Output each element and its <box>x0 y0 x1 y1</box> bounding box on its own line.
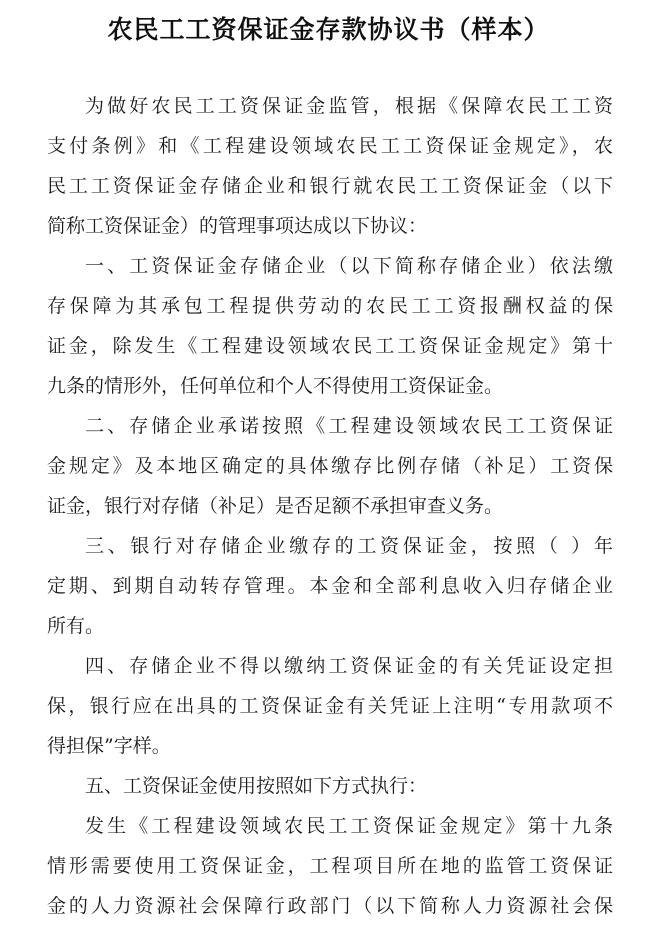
text-line: 证金，除发生《工程建设领域农民工工资保证金规定》第十 <box>47 335 613 357</box>
text-line: 支付条例》和《工程建设领域农民工工资保证金规定》，农 <box>47 135 613 157</box>
paragraph-clause-5-detail <box>47 806 613 926</box>
text-line: 民工工资保证金存储企业和银行就农民工工资保证金（以下 <box>47 175 613 197</box>
paragraph-clause-1 <box>47 246 613 406</box>
text-line: 金规定》及本地区确定的具体缴存比例存储（补足）工资保 <box>47 455 613 477</box>
text-line: 为做好农民工工资保证金监管，根据《保障农民工工资 <box>85 95 613 117</box>
text-line: 四、存储企业不得以缴纳工资保证金的有关凭证设定担 <box>85 655 613 677</box>
text-line: 得担保”字样。 <box>47 735 171 757</box>
text-line: 金的人力资源社会保障行政部门（以下简称人力资源社会保 <box>47 895 613 917</box>
paragraph-clause-5 <box>47 766 613 806</box>
paragraph-preamble <box>47 86 613 246</box>
text-line: 定期、到期自动转存管理。本金和全部利息收入归存储企业 <box>47 575 613 597</box>
document-title: 农民工工资保证金存款协议书（样本） <box>107 15 550 44</box>
paragraph-clause-4 <box>47 646 613 766</box>
text-line: 所有。 <box>47 615 105 637</box>
document-body <box>47 86 613 926</box>
text-line: 证金，银行对存储（补足）是否足额不承担审查义务。 <box>47 495 504 517</box>
text-line: 存保障为其承包工程提供劳动的农民工工资报酬权益的保 <box>47 295 613 317</box>
text-line: 一、工资保证金存储企业（以下简称存储企业）依法缴 <box>85 255 613 277</box>
paragraph-clause-3 <box>47 526 613 646</box>
text-line: 保，银行应在出具的工资保证金有关凭证上注明“专用款项不 <box>47 695 613 717</box>
text-line: 简称工资保证金）的管理事项达成以下协议： <box>47 215 428 237</box>
text-line: 二、存储企业承诺按照《工程建设领域农民工工资保证 <box>85 415 613 437</box>
text-line: 九条的情形外，任何单位和个人不得使用工资保证金。 <box>47 375 504 397</box>
text-line: 五、工资保证金使用按照如下方式执行： <box>85 775 428 797</box>
text-line: 发生《工程建设领域农民工工资保证金规定》第十九条 <box>85 815 613 837</box>
paragraph-clause-2 <box>47 406 613 526</box>
text-line: 三、银行对存储企业缴存的工资保证金，按照（ ）年 <box>85 535 613 557</box>
text-line: 情形需要使用工资保证金，工程项目所在地的监管工资保证 <box>47 855 613 877</box>
